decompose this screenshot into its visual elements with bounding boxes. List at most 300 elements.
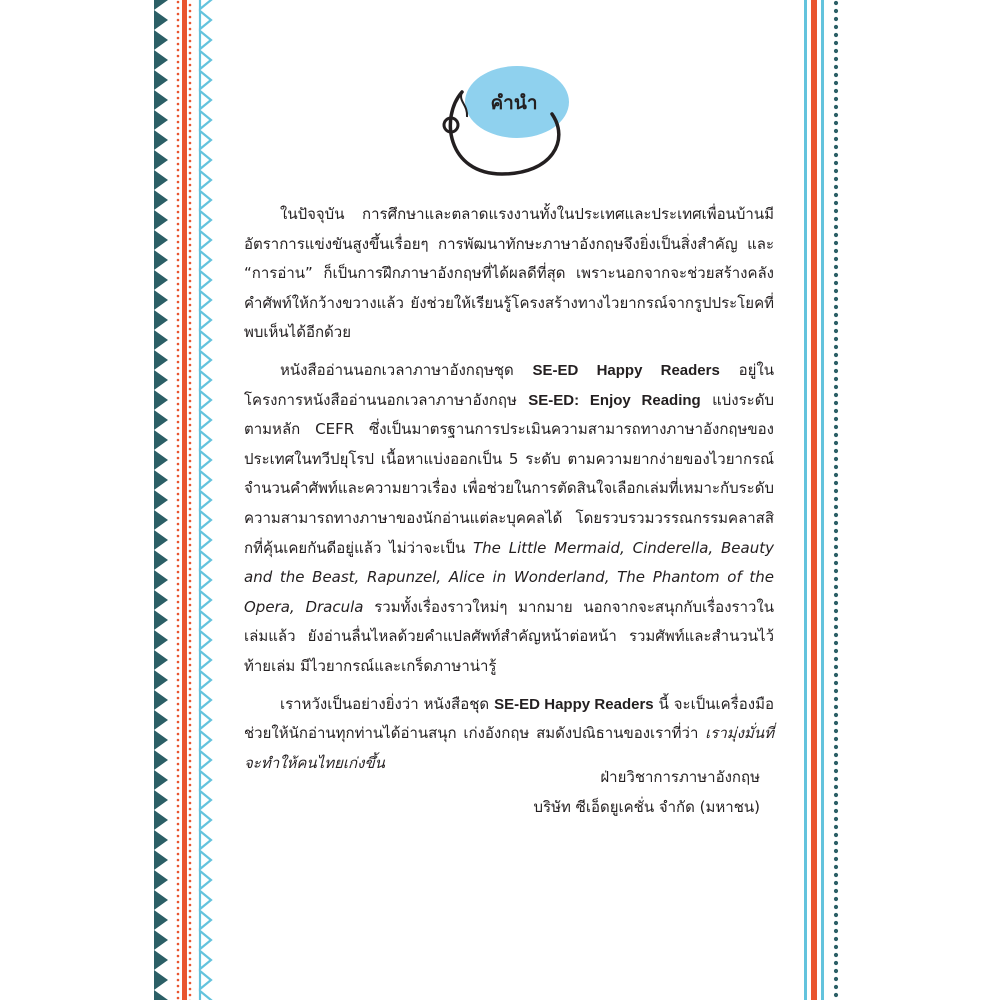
dot: [189, 940, 192, 943]
dot: [189, 652, 192, 655]
triangle-teal: [154, 570, 168, 590]
dot: [177, 271, 180, 274]
dot: [177, 475, 180, 478]
triangle-teal: [154, 950, 168, 970]
dot: [189, 490, 192, 493]
dot: [189, 496, 192, 499]
dot: [189, 610, 192, 613]
dot-teal: [834, 969, 838, 973]
dot: [177, 301, 180, 304]
dot: [189, 550, 192, 553]
dot: [177, 277, 180, 280]
dot: [189, 928, 192, 931]
dot: [177, 127, 180, 130]
dot-teal: [834, 553, 838, 557]
triangle-outline: [200, 251, 211, 269]
dot-teal: [834, 177, 838, 181]
dot: [189, 664, 192, 667]
dot: [189, 838, 192, 841]
dot: [189, 910, 192, 913]
dot-teal: [834, 377, 838, 381]
triangle-outline: [200, 111, 211, 129]
dot-teal: [834, 489, 838, 493]
dot-teal: [834, 529, 838, 533]
dot: [177, 175, 180, 178]
triangle-outline: [200, 211, 211, 229]
dot: [177, 619, 180, 622]
dot: [189, 220, 192, 223]
dot: [177, 919, 180, 922]
triangle-outline: [200, 851, 211, 869]
dot-teal: [834, 241, 838, 245]
triangle-outline: [200, 911, 211, 929]
dot-teal: [834, 937, 838, 941]
dot-teal: [834, 993, 838, 997]
dot: [189, 256, 192, 259]
dot-teal: [834, 57, 838, 61]
dot: [177, 613, 180, 616]
dot: [177, 847, 180, 850]
dot: [189, 628, 192, 631]
triangle-teal: [154, 650, 168, 670]
dot-teal: [834, 385, 838, 389]
triangle-teal: [154, 730, 168, 750]
triangle-teal: [154, 530, 168, 550]
dot-teal: [834, 441, 838, 445]
dot-teal: [834, 185, 838, 189]
dot-teal: [834, 105, 838, 109]
dot-teal: [834, 217, 838, 221]
dot: [177, 673, 180, 676]
dot: [177, 505, 180, 508]
triangle-outline: [200, 371, 211, 389]
dot: [177, 403, 180, 406]
dot: [177, 91, 180, 94]
dot-teal: [834, 65, 838, 69]
dot: [189, 748, 192, 751]
dot: [177, 925, 180, 928]
dot: [177, 637, 180, 640]
triangle-outline: [200, 671, 211, 689]
dot-teal: [834, 617, 838, 621]
dot: [189, 346, 192, 349]
triangle-outline: [200, 951, 211, 969]
dot: [177, 313, 180, 316]
dot: [189, 892, 192, 895]
dot: [189, 616, 192, 619]
dot: [177, 373, 180, 376]
dot: [189, 412, 192, 415]
dot: [177, 355, 180, 358]
dot: [189, 40, 192, 43]
dot: [177, 655, 180, 658]
dot-teal: [834, 585, 838, 589]
dot-teal: [834, 209, 838, 213]
dot: [189, 574, 192, 577]
dot: [189, 658, 192, 661]
signature: [534, 762, 760, 822]
triangle-teal: [154, 930, 168, 950]
dot-teal: [834, 841, 838, 845]
dot: [177, 829, 180, 832]
dot: [189, 310, 192, 313]
dot: [189, 820, 192, 823]
dot: [177, 283, 180, 286]
triangle-outline: [200, 171, 211, 189]
dot: [189, 520, 192, 523]
dot: [177, 181, 180, 184]
dot: [177, 517, 180, 520]
dot: [189, 766, 192, 769]
signature-company: บริษัท ซีเอ็ดยูเคชั่น จำกัด (มหาชน): [533, 798, 760, 816]
dot-teal: [834, 673, 838, 677]
dot-teal: [834, 457, 838, 461]
dot: [177, 769, 180, 772]
dot: [189, 466, 192, 469]
dot: [189, 274, 192, 277]
dot-teal: [834, 201, 838, 205]
triangle-teal: [154, 890, 168, 910]
dot: [189, 484, 192, 487]
dot: [177, 493, 180, 496]
dot-teal: [834, 777, 838, 781]
dot: [177, 61, 180, 64]
triangle-outline: [200, 731, 211, 749]
dot: [189, 904, 192, 907]
triangle-teal: [154, 610, 168, 630]
dot-teal: [834, 881, 838, 885]
triangle-teal: [154, 70, 168, 90]
dot-teal: [834, 561, 838, 565]
dot: [189, 850, 192, 853]
dot: [177, 835, 180, 838]
dot-teal: [834, 89, 838, 93]
dot: [177, 55, 180, 58]
dot-teal: [834, 145, 838, 149]
dot: [177, 487, 180, 490]
dot: [189, 118, 192, 121]
triangle-teal: [154, 990, 168, 1000]
dot: [177, 955, 180, 958]
dot: [177, 751, 180, 754]
dot-teal: [834, 641, 838, 645]
dot: [189, 322, 192, 325]
triangle-teal: [154, 770, 168, 790]
dot: [189, 472, 192, 475]
dot: [189, 760, 192, 763]
dot: [177, 265, 180, 268]
dot: [177, 25, 180, 28]
dot: [177, 187, 180, 190]
triangle-teal: [154, 330, 168, 350]
dot-teal: [834, 417, 838, 421]
dot: [177, 565, 180, 568]
dot: [189, 430, 192, 433]
dot: [177, 853, 180, 856]
dot: [189, 382, 192, 385]
dot: [177, 343, 180, 346]
dot: [177, 763, 180, 766]
dot: [177, 217, 180, 220]
dot-teal: [834, 833, 838, 837]
dot: [189, 802, 192, 805]
dot: [177, 307, 180, 310]
dot-teal: [834, 425, 838, 429]
dot: [189, 514, 192, 517]
dot: [177, 817, 180, 820]
dot: [177, 19, 180, 22]
dot-teal: [834, 609, 838, 613]
dot: [177, 721, 180, 724]
dot: [177, 163, 180, 166]
dot: [189, 874, 192, 877]
dot: [189, 160, 192, 163]
dot-teal: [834, 137, 838, 141]
dot: [177, 571, 180, 574]
dot: [189, 526, 192, 529]
dot: [177, 31, 180, 34]
dot: [177, 205, 180, 208]
triangle-teal: [154, 190, 168, 210]
dot-teal: [834, 921, 838, 925]
dot: [189, 670, 192, 673]
dot: [189, 880, 192, 883]
triangle-outline: [200, 271, 211, 289]
dot: [177, 865, 180, 868]
dot: [177, 463, 180, 466]
dot-teal: [834, 169, 838, 173]
dot: [189, 988, 192, 991]
dot: [177, 727, 180, 730]
dot: [189, 868, 192, 871]
dot-teal: [834, 49, 838, 53]
left-decorative-border: [152, 0, 214, 1000]
dot: [189, 778, 192, 781]
dot: [177, 877, 180, 880]
dot-teal: [834, 865, 838, 869]
dot: [189, 286, 192, 289]
dot-teal: [834, 625, 838, 629]
dot-teal: [834, 545, 838, 549]
dot: [177, 823, 180, 826]
dot: [189, 304, 192, 307]
dot: [189, 622, 192, 625]
dot: [189, 64, 192, 67]
dot: [189, 130, 192, 133]
dot: [189, 742, 192, 745]
dot: [177, 235, 180, 238]
page-heading: คำนำ: [490, 92, 538, 114]
dot: [189, 52, 192, 55]
dot: [177, 979, 180, 982]
dot: [189, 154, 192, 157]
dot: [189, 502, 192, 505]
dot: [189, 994, 192, 997]
dot: [177, 907, 180, 910]
dot: [177, 541, 180, 544]
dot-teal: [834, 409, 838, 413]
dot: [189, 238, 192, 241]
dot: [177, 805, 180, 808]
dot: [177, 421, 180, 424]
triangle-outline: [200, 811, 211, 829]
dot-teal: [834, 657, 838, 661]
dot: [189, 646, 192, 649]
triangle-outline: [200, 551, 211, 569]
dot: [177, 889, 180, 892]
dot: [177, 841, 180, 844]
dot: [189, 394, 192, 397]
dot-teal: [834, 81, 838, 85]
dot: [177, 703, 180, 706]
triangle-teal: [154, 390, 168, 410]
dot-teal: [834, 297, 838, 301]
dot-teal: [834, 1, 838, 5]
dot: [189, 334, 192, 337]
dot: [177, 199, 180, 202]
triangle-outline: [200, 11, 211, 29]
dot: [189, 796, 192, 799]
dot-teal: [834, 225, 838, 229]
dot-teal: [834, 793, 838, 797]
dot: [189, 772, 192, 775]
dot-teal: [834, 785, 838, 789]
dot: [189, 856, 192, 859]
dot: [189, 208, 192, 211]
triangle-outline: [200, 311, 211, 329]
triangle-teal: [154, 790, 168, 810]
dot-teal: [834, 129, 838, 133]
dot-teal: [834, 825, 838, 829]
orange-stripe: [811, 0, 817, 1000]
triangle-outline: [200, 891, 211, 909]
dot: [177, 319, 180, 322]
dot-teal: [834, 745, 838, 749]
dot: [177, 709, 180, 712]
triangle-outline: [200, 611, 211, 629]
dot: [189, 844, 192, 847]
dot: [177, 103, 180, 106]
dot: [189, 676, 192, 679]
triangle-outline: [200, 931, 211, 949]
dot: [189, 718, 192, 721]
dot-teal: [834, 953, 838, 957]
dot: [189, 976, 192, 979]
dot-teal: [834, 721, 838, 725]
dot: [177, 13, 180, 16]
dot: [189, 316, 192, 319]
dot: [189, 340, 192, 343]
dot: [189, 814, 192, 817]
dot: [189, 568, 192, 571]
dot: [189, 178, 192, 181]
dot: [189, 172, 192, 175]
dot-teal: [834, 857, 838, 861]
dot-teal: [834, 321, 838, 325]
dot-teal: [834, 41, 838, 45]
triangle-teal: [154, 90, 168, 110]
dot: [177, 469, 180, 472]
dot: [177, 793, 180, 796]
dot: [177, 223, 180, 226]
dot: [189, 460, 192, 463]
dot: [189, 190, 192, 193]
dot: [189, 688, 192, 691]
triangle-teal: [154, 150, 168, 170]
dot-teal: [834, 913, 838, 917]
p2-text-b: อยู่ในโครงการหนังสืออ่านนอกเวลาภาษาอังกฤษ: [244, 360, 774, 409]
triangle-outline: [200, 71, 211, 89]
triangle-outline: [200, 411, 211, 429]
dot: [189, 832, 192, 835]
dot: [177, 397, 180, 400]
triangle-outline: [200, 491, 211, 509]
dot-teal: [834, 369, 838, 373]
dot: [189, 478, 192, 481]
series-name: SE-ED Happy Readers: [532, 361, 720, 379]
triangle-outline: [200, 831, 211, 849]
dot: [177, 73, 180, 76]
dot: [189, 580, 192, 583]
dot: [189, 634, 192, 637]
dot-teal: [834, 273, 838, 277]
dot: [189, 22, 192, 25]
dot: [177, 247, 180, 250]
dot: [177, 733, 180, 736]
dot: [177, 457, 180, 460]
triangle-outline: [200, 771, 211, 789]
dot: [177, 757, 180, 760]
dot: [177, 151, 180, 154]
dot: [189, 16, 192, 19]
triangle-outline: [200, 511, 211, 529]
dot: [177, 811, 180, 814]
dot-teal: [834, 889, 838, 893]
dot: [177, 685, 180, 688]
dot: [189, 448, 192, 451]
dot: [177, 691, 180, 694]
motto: เรามุ่งมั่นที่จะทำให้คนไทยเก่งขึ้น: [244, 724, 774, 772]
dot-teal: [834, 681, 838, 685]
dot-teal: [834, 249, 838, 253]
dot: [189, 184, 192, 187]
dot-teal: [834, 665, 838, 669]
dot: [189, 100, 192, 103]
dot: [177, 49, 180, 52]
dot: [189, 964, 192, 967]
dot: [177, 631, 180, 634]
dot: [189, 298, 192, 301]
dot: [177, 511, 180, 514]
dot-teal: [834, 705, 838, 709]
dot: [189, 736, 192, 739]
dot-teal: [834, 929, 838, 933]
triangle-teal: [154, 210, 168, 230]
dot: [177, 133, 180, 136]
triangle-outline: [200, 351, 211, 369]
triangle-outline: [200, 531, 211, 549]
dot: [189, 58, 192, 61]
dot: [177, 883, 180, 886]
triangle-teal: [154, 810, 168, 830]
dot-teal: [834, 601, 838, 605]
triangle-teal: [154, 670, 168, 690]
dot-teal: [834, 801, 838, 805]
dot-teal: [834, 193, 838, 197]
dot-teal: [834, 265, 838, 269]
dot: [177, 997, 180, 1000]
triangle-teal: [154, 830, 168, 850]
